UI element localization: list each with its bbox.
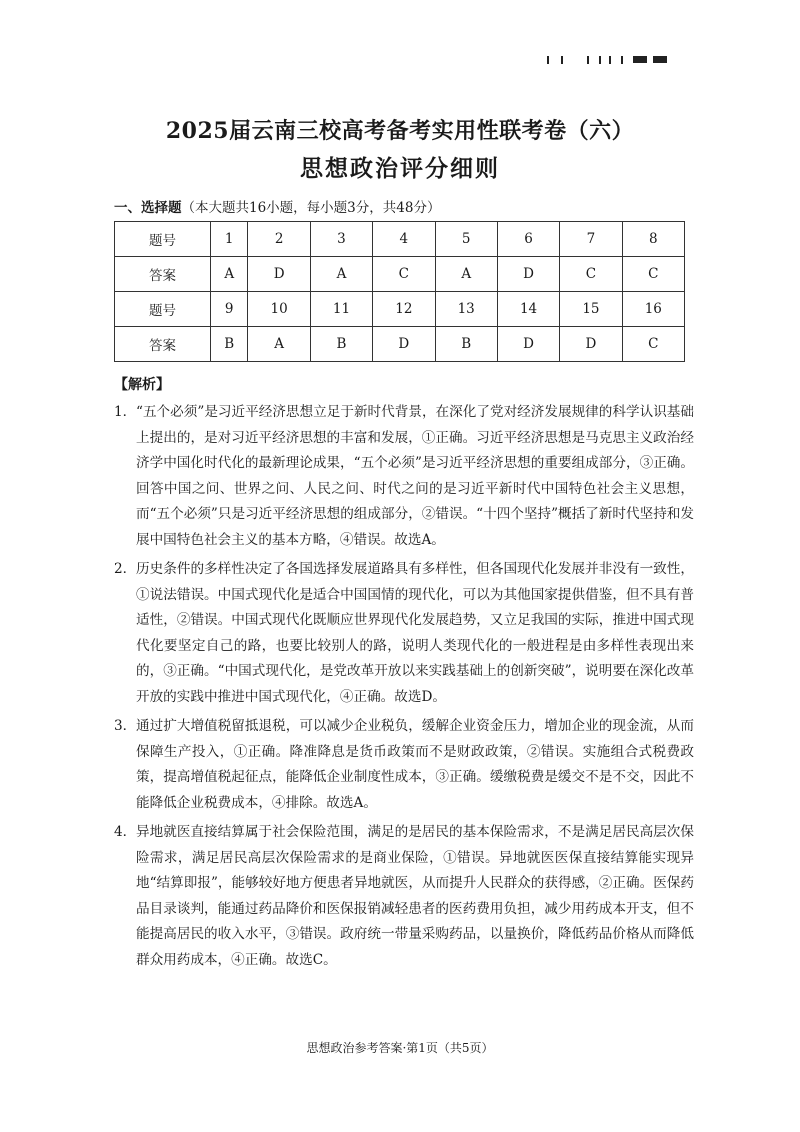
- table-cell: B: [435, 327, 497, 362]
- table-cell: A: [211, 257, 248, 292]
- table-cell: 3: [310, 222, 372, 257]
- table-cell: 16: [622, 292, 684, 327]
- analysis-item: [114, 820, 694, 973]
- row-label: 答案: [115, 257, 211, 292]
- item-text: 通过扩大增值税留抵退税，可以减少企业税负，缓解企业资金压力，增加企业的现金流，从而保障生产投入，①正确。降准降息是货币政策而不是财政政策，②错误。实施组合式税费政策，提高增值税起征点，能降低企业制度性成本，③正确。缓缴税费是缓交不是不交，因此不能降低企业税费成本，④排除。故选A。: [136, 718, 694, 811]
- document-title: 2025届云南三校高考备考实用性联考卷（六）: [165, 118, 635, 144]
- table-cell: 15: [560, 292, 622, 327]
- table-cell: 2: [248, 222, 310, 257]
- table-cell: 13: [435, 292, 497, 327]
- table-cell: D: [248, 257, 310, 292]
- table-row: [115, 292, 685, 327]
- table-cell: A: [310, 257, 372, 292]
- table-cell: D: [497, 257, 559, 292]
- table-cell: D: [560, 327, 622, 362]
- table-cell: 8: [622, 222, 684, 257]
- table-cell: C: [373, 257, 435, 292]
- analysis-item: [114, 557, 694, 710]
- item-number: 4．: [114, 824, 137, 840]
- analysis-item: [114, 714, 694, 816]
- table-cell: A: [435, 257, 497, 292]
- table-cell: D: [497, 327, 559, 362]
- table-cell: 14: [497, 292, 559, 327]
- table-cell: C: [560, 257, 622, 292]
- table-cell: 6: [497, 222, 559, 257]
- section-note: （本大题共16小题，每小题3分，共48分）: [181, 200, 441, 216]
- table-cell: D: [373, 327, 435, 362]
- table-cell: C: [622, 327, 684, 362]
- row-label: 题号: [115, 292, 211, 327]
- table-cell: 12: [373, 292, 435, 327]
- table-cell: 9: [211, 292, 248, 327]
- item-number: 3．: [114, 718, 137, 734]
- analysis-item: [114, 400, 694, 553]
- table-cell: C: [622, 257, 684, 292]
- section-heading: [114, 196, 440, 216]
- analysis-list: [114, 400, 694, 977]
- item-text: 异地就医直接结算属于社会保险范围，满足的是居民的基本保险需求，不是满足居民高层次保险需求，满足居民高层次保险需求的是商业保险，①错误。异地就医医保直接结算能实现异地“结算即报”，能够较好地方便患者异地就医，从而提升人民群众的获得感，②正确。医保药品目录谈判，能通过药品降价和医保报销减轻患者的医药费用负担，减少用药成本开支，但不能提高居民的收入水平，③错误。政府统一带量采购药品，以量换价，降低药品价格从而降低群众用药成本，④正确。故选C。: [136, 824, 694, 968]
- table-cell: B: [211, 327, 248, 362]
- section-title: 一、选择题: [114, 200, 182, 216]
- table-cell: 7: [560, 222, 622, 257]
- table-cell: 1: [211, 222, 248, 257]
- analysis-header: 【解析】: [114, 377, 170, 393]
- answer-table: [114, 221, 685, 362]
- table-cell: 5: [435, 222, 497, 257]
- row-label: 答案: [115, 327, 211, 362]
- item-number: 1．: [114, 404, 137, 420]
- page-footer: 思想政治参考答案·第1页（共5页）: [306, 1041, 494, 1055]
- document-subtitle: 思想政治评分细则: [300, 155, 500, 182]
- table-cell: B: [310, 327, 372, 362]
- item-number: 2．: [114, 561, 137, 577]
- table-cell: 4: [373, 222, 435, 257]
- item-text: 历史条件的多样性决定了各国选择发展道路具有多样性，但各国现代化发展并非没有一致性，①说法错误。中国式现代化是适合中国国情的现代化，可以为其他国家提供借鉴，但不具有普适性，②错误。中国式现代化既顺应世界现代化发展趋势，又立足我国的实际，推进中国式现代化要坚定自己的路，也要比较别人的路，说明人类现代化的一般进程是由多样性表现出来的，③正确。“中国式现代化，是党改革开放以来实践基础上的创新突破”，说明要在深化改革开放的实践中推进中国式现代化，④正确。故选D。: [136, 561, 694, 705]
- table-cell: A: [248, 327, 310, 362]
- table-row: [115, 257, 685, 292]
- table-cell: 11: [310, 292, 372, 327]
- table-cell: 10: [248, 292, 310, 327]
- table-row: [115, 327, 685, 362]
- row-label: 题号: [115, 222, 211, 257]
- table-row: [115, 222, 685, 257]
- item-text: “五个必须”是习近平经济思想立足于新时代背景，在深化了党对经济发展规律的科学认识基础上提出的，是对习近平经济思想的丰富和发展，①正确。习近平经济思想是马克思主义政治经济学中国化时代化的最新理论成果，“五个必须”是习近平经济思想的重要组成部分，③正确。回答中国之问、世界之问、人民之问、时代之问的是习近平新时代中国特色社会主义思想，而“五个必须”只是习近平经济思想的组成部分，②错误。“十四个坚持”概括了新时代坚持和发展中国特色社会主义的基本方略，④错误。故选A。: [136, 404, 694, 548]
